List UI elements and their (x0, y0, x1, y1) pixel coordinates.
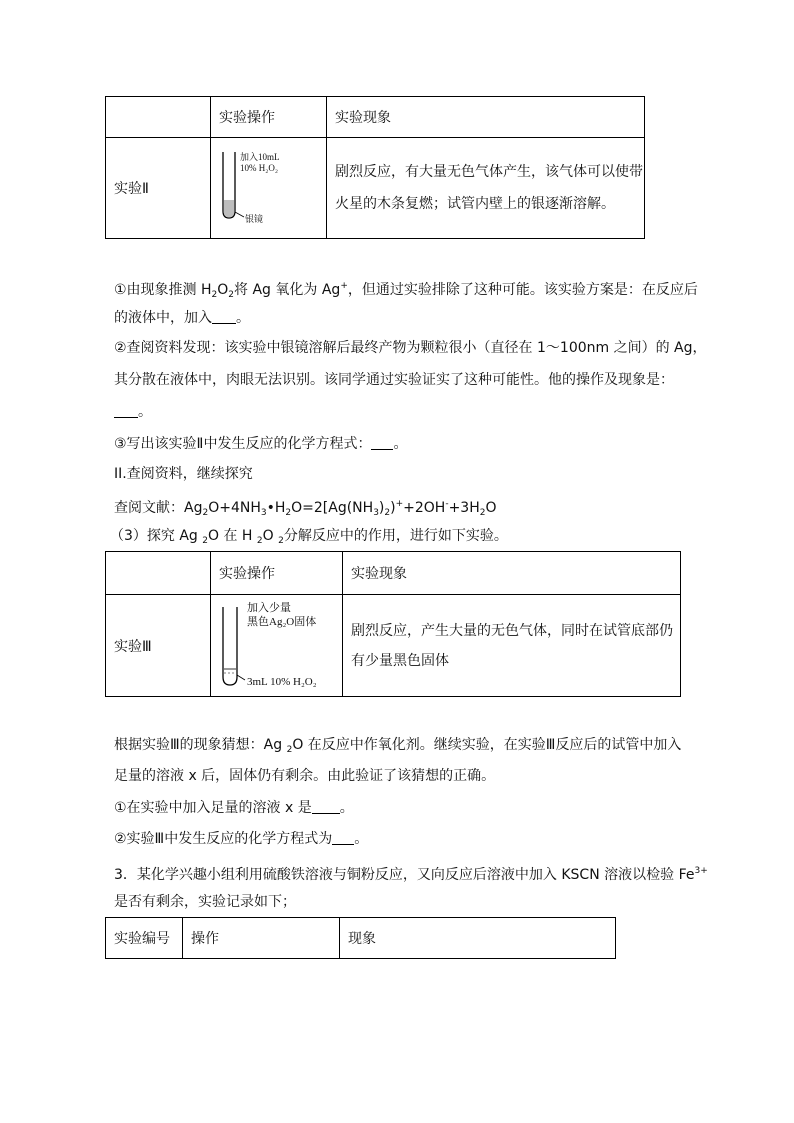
p3-line1-text: 3．某化学兴趣小组利用硫酸铁溶液与铜粉反应，又向反应后溶液中加入 KSCN 溶液以检验 Fe (114, 867, 695, 883)
empty-corner-cell (106, 552, 211, 595)
question-eq3 (114, 829, 368, 849)
answer-blank[interactable] (114, 403, 138, 418)
p3-s3: 2 (278, 536, 284, 546)
guess-line-1 (114, 735, 681, 760)
guess-b: O 在反应中作氧化剂。继续实验，在实验Ⅲ反应后的试管中加入 (292, 737, 682, 753)
q1-text-d: ，但通过实验排除了这种可能。该实验方案是：在反应后 (347, 282, 698, 298)
header-operation: 实验操作 (211, 552, 343, 595)
lit-i: O (485, 500, 497, 516)
lit-e: ) (378, 500, 385, 516)
lit-s2: 3 (260, 508, 267, 518)
lit-s5: 2 (384, 508, 391, 518)
p3-sup: 3+ (694, 866, 708, 876)
q1-text-c: 将 Ag 氧化为 Ag (234, 282, 341, 298)
tube-diagram-cell (211, 138, 327, 239)
label-add-small-amount: 加入少量 (247, 602, 291, 614)
answer-blank[interactable] (332, 830, 354, 845)
phenomenon-line-1: 剧烈反应，有大量无色气体产生，该气体可以使带 (335, 164, 643, 180)
q1-text-b: O (217, 282, 229, 298)
lit-f: ) (390, 500, 396, 516)
col-phenomenon: 现象 (340, 918, 616, 959)
problem-3-line-2: 是否有剩余，实验记录如下； (114, 894, 296, 910)
label-3ml-h2o2: 3mL 10% H₂O₂ (247, 676, 317, 688)
q1-line2-end: 。 (236, 310, 250, 326)
p3-s2: 2 (256, 536, 263, 546)
col-operation: 操作 (183, 918, 340, 959)
lit-a: 查阅文献：Ag (114, 500, 203, 516)
literature-equation (114, 494, 497, 523)
p3-c: O (262, 528, 279, 544)
lit-sup2: - (445, 499, 449, 509)
section-2-title: II.查阅资料，继续探究 (114, 466, 253, 482)
lit-sup1: + (395, 499, 404, 509)
lit-s4: 3 (373, 508, 379, 518)
answer-blank[interactable] (371, 435, 393, 450)
p3-s1: 2 (202, 536, 209, 546)
problem-3-line-1 (114, 861, 708, 885)
experiment-3-table (105, 551, 681, 697)
q2-line3-end: 。 (138, 404, 152, 420)
q3-end: 。 (393, 436, 408, 452)
test-tube-diagram-2 (211, 138, 325, 238)
question-2-line-1: ②查阅资料发现：该实验中银镜溶解后最终产物为颗粒很小（直径在 1～100nm 之间）的 Ag， (114, 340, 707, 356)
col-experiment-number: 实验编号 (106, 918, 183, 959)
experiment-record-table (105, 917, 616, 959)
header-phenomenon: 实验现象 (343, 552, 681, 595)
lit-s1: 2 (202, 508, 209, 518)
q1-sub-a: 2 (211, 290, 218, 300)
label-h2o2-concentration: 10% H₂O₂ (240, 163, 279, 173)
lit-s6: 2 (479, 508, 486, 518)
p3-a: （3）探究 Ag (110, 528, 203, 544)
question-1-line-1 (114, 276, 698, 305)
guess-line-2: 足量的溶液 x 后，固体仍有剩余。由此验证了该猜想的正确。 (114, 768, 496, 784)
lit-d: O=2[Ag(NH (291, 500, 374, 516)
phenomenon-line-2: 火星的木条复燃；试管内壁上的银逐渐溶解。 (335, 196, 615, 212)
question-2-line-3 (114, 402, 152, 422)
test-tube-diagram-3 (211, 595, 341, 696)
guess-s: 2 (286, 745, 293, 755)
qx-end: 。 (339, 800, 354, 816)
lit-h: +3H (448, 500, 480, 516)
row-label-experiment-3: 实验Ⅲ (106, 595, 211, 697)
phenomenon-cell-2 (327, 138, 645, 239)
p3-b: O 在 H (208, 528, 257, 544)
q1-text-a: ①由现象推测 H (114, 282, 212, 298)
row-label-experiment-2: 实验Ⅱ (106, 138, 211, 239)
q3-text: ③写出该实验Ⅱ中发生反应的化学方程式： (114, 436, 372, 452)
part-3-intro (110, 526, 508, 551)
lit-s3: 2 (285, 508, 292, 518)
tube-diagram-cell (211, 595, 343, 697)
question-3-line (114, 434, 407, 454)
p3-d: 分解反应中的作用，进行如下实验。 (283, 528, 508, 544)
header-operation: 实验操作 (211, 97, 327, 138)
phenomenon-cell-3 (343, 595, 681, 697)
experiment-2-table (105, 96, 645, 239)
phenomenon-line-2: 有少量黑色固体 (351, 652, 449, 669)
qeq3-end: 。 (354, 831, 369, 847)
label-add-10ml: 加入10mL (240, 152, 280, 162)
question-2-line-2: 其分散在液体中，肉眼无法识别。该同学通过实验证实了这种可能性。他的操作及现象是： (114, 372, 674, 388)
qeq3-text: ②实验Ⅲ中发生反应的化学方程式为 (114, 831, 333, 847)
label-black-ag2o: 黑色Ag₂O固体 (247, 616, 317, 628)
guess-a: 根据实验Ⅲ的现象猜想：Ag (114, 737, 287, 753)
phenomenon-line-1: 剧烈反应，产生大量的无色气体，同时在试管底部仍 (351, 622, 673, 639)
question-x-solution (114, 798, 354, 818)
empty-corner-cell (106, 97, 211, 138)
header-phenomenon: 实验现象 (327, 97, 645, 138)
lit-c: •H (266, 500, 286, 516)
question-1-line-2 (114, 308, 250, 328)
answer-blank[interactable] (312, 799, 340, 814)
lit-g: +2OH (403, 500, 446, 516)
q1-sup: + (340, 281, 348, 291)
qx-text: ①在实验中加入足量的溶液 x 是 (114, 800, 312, 816)
answer-blank[interactable] (212, 309, 236, 324)
label-silver-mirror: 银镜 (245, 214, 264, 224)
q1-sub-b: 2 (228, 290, 235, 300)
lit-b: O+4NH (208, 500, 261, 516)
q1-line2-text: 的液体中，加入 (114, 310, 212, 326)
